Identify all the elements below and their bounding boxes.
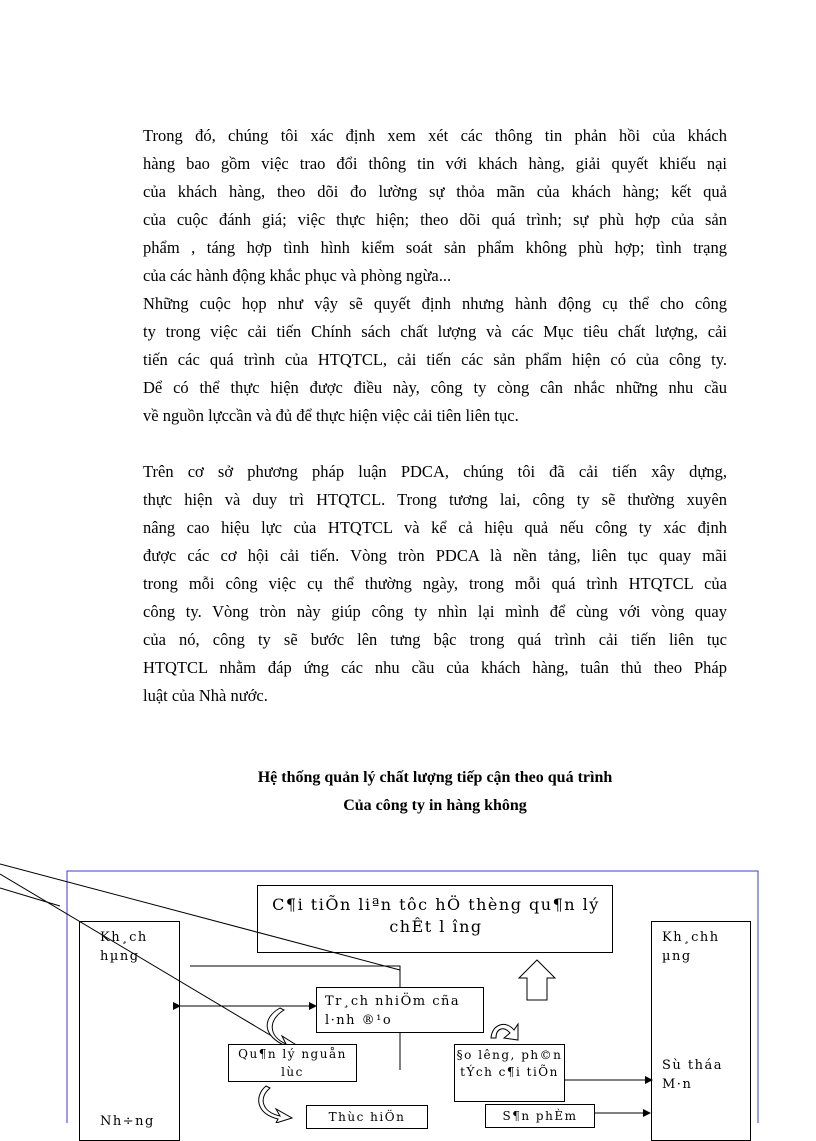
text-line: của cuộc đánh giá; việc thực hiện; theo dõi quá trình; sự phù hợp của sản [143,210,727,229]
measure-box [454,1044,565,1102]
satisfaction-label: Sù tháa M·n [662,1058,724,1092]
text-line: của nó, công ty sẽ bước lên tưng bậc trong quá trình cải tiến liên tục [143,630,727,649]
diagram-title: Hệ thống quản lý chất lượng tiếp cận theo quá trình [257,769,613,786]
right-customer-box [651,921,751,1141]
up-arrow-icon [519,960,555,1000]
text-line: trong mỗi công việc cụ thể thường ngày, trong mỗi quá trình HTQTCL của [143,574,727,593]
text-line: HTQTCL nhằm đáp ứng các nhu cầu của khách hàng, tuân thủ theo Pháp [143,658,727,677]
execute-label: Thùc hiÖn [328,1110,406,1124]
execute-box [306,1105,428,1129]
text-line: của các hành động khắc phục và phòng ngừa... [143,266,452,285]
text-line: tiến các quá trình của HTQTCL, cải tiến các sản phẩm hiện có của công ty. [143,350,727,369]
text-line: Dể có thể thực hiện được điều này, công ty còng cân nhắc những nhu cầu [143,378,727,397]
text-line: về nguồn lựccần và đủ để thực hiện việc cải tiên liên tục. [143,406,519,425]
text-line: phẩm , táng hợp tình hình kiểm soát sản phẩm không phù hợp; tình trạng [143,238,727,257]
diagram-subtitle: Của công ty in hàng không [343,797,527,814]
curved-arrow-icon [491,1024,518,1040]
product-label: S¶n phÈm [502,1109,578,1123]
responsibility-label: Tr¸ch nhiÖm cña l·nh ®¹o [325,994,461,1028]
text-line: nâng cao hiệu lực của HTQTCL và kể cả hiệu quả nếu công ty xác định [143,518,727,537]
text-line: thực hiện và duy trì HTQTCL. Trong tương lai, công ty sẽ thường xuyên [143,490,727,509]
text-line: hàng bao gồm việc trao đổi thông tin với khách hàng, giải quyết khiếu nại [143,154,727,173]
left-customer-box [79,921,180,1141]
text-line: được các cơ hội cải tiến. Vòng tròn PDCA là nền tảng, liên tục quay mãi [143,546,727,565]
left-customer-label: Kh¸ch hµng [100,930,148,964]
paragraph-2 [143,290,727,430]
right-customer-label: Kh¸chh µng [662,930,720,964]
process-diagram [0,860,816,1129]
text-line: ty trong việc cải tiến Chính sách chất lượng và các Mục tiêu chất lượng, cải [143,322,727,341]
curved-arrow-icon [259,1086,292,1123]
resource-label: Qu¶n lý nguån lùc [238,1047,347,1079]
responsibility-box [316,987,484,1033]
resource-box [228,1044,357,1082]
improvement-box [257,885,613,953]
text-line: Những cuộc họp như vậy sẽ quyết định nhưng hành động cụ thể cho công [143,294,727,313]
product-box [485,1104,595,1128]
left-need-label: Nh÷ng [100,1114,155,1129]
text-line: luật của Nhà nước. [143,686,268,705]
text-line: của khách hàng, theo dõi đo lường sự thỏa mãn của khách hàng; kết quả [143,182,727,201]
text-line: công ty. Vòng tròn này giúp công ty nhìn lại mình để cùng với vòng quay [143,602,727,621]
paragraph-3 [143,458,727,710]
improvement-label: C¶i tiÕn liªn tôc hÖ thèng qu¶n lý chÊt l îng [272,895,600,936]
text-line: Trên cơ sở phương pháp luận PDCA, chúng tôi đã cải tiến xây dựng, [143,462,727,481]
paragraph-1 [143,122,727,290]
text-line: Trong đó, chúng tôi xác định xem xét các thông tin phản hồi của khách [143,126,727,145]
stray-line [0,888,60,906]
measure-label: §o lêng, ph©n tÝch c¶i tiÕn [456,1048,563,1079]
